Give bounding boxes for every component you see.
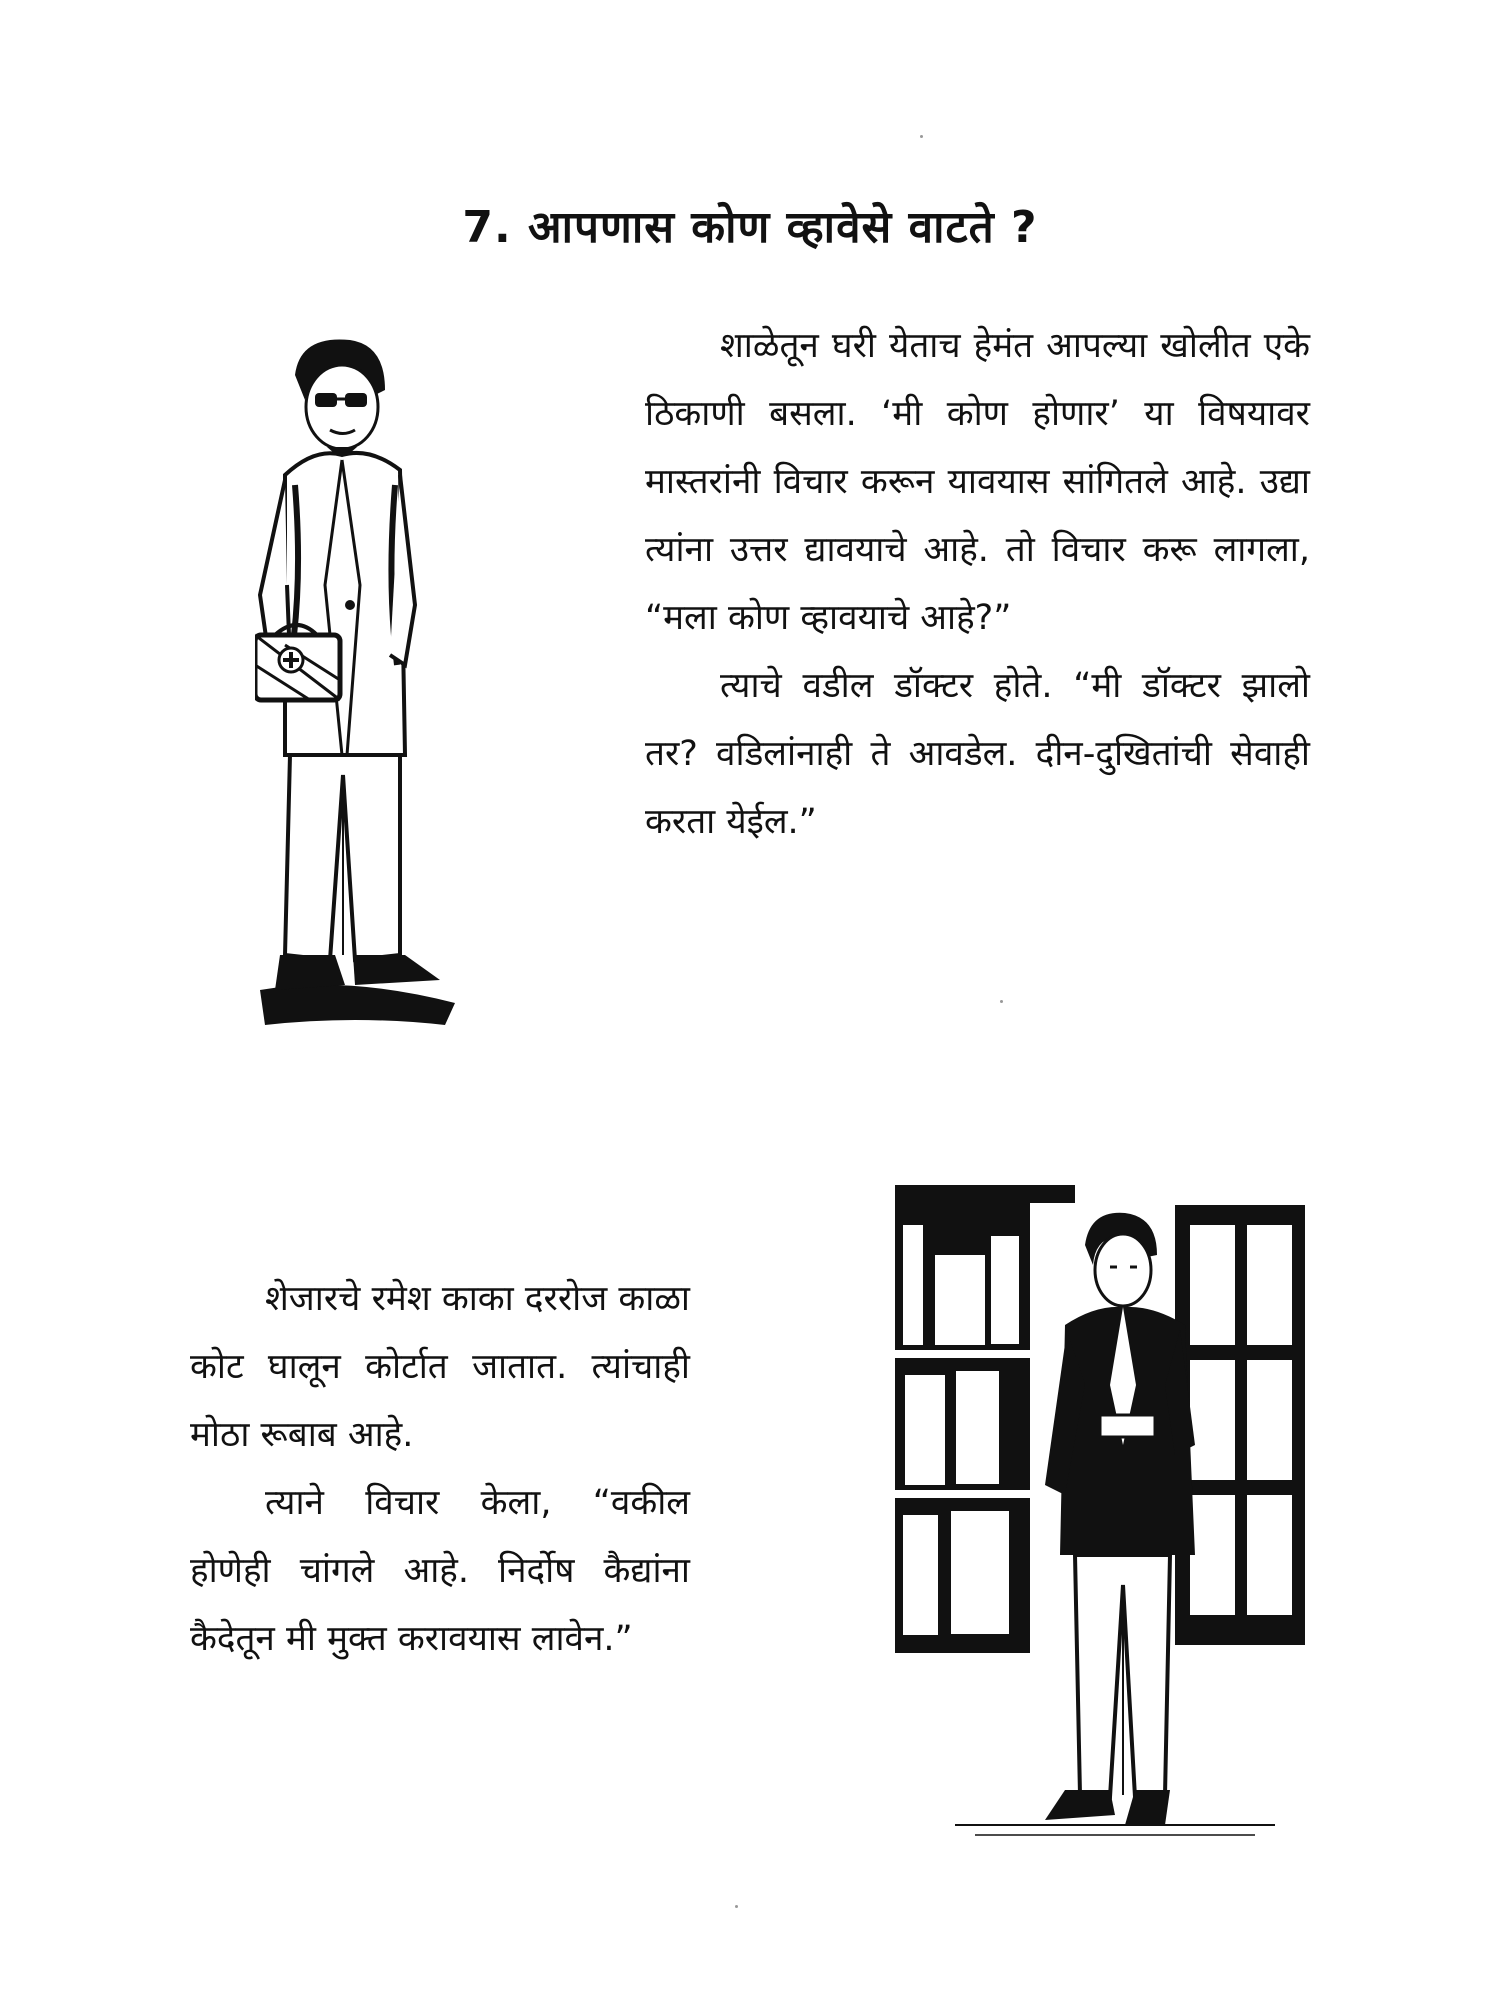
story-section-lawyer bbox=[190, 1265, 690, 1673]
lawyer-illustration bbox=[895, 1185, 1305, 1845]
scan-speck bbox=[1000, 1000, 1003, 1003]
paragraph: त्याने विचार केला, “वकील होणेही चांगले आहे. निर्दोष कैद्यांना कैदेतून मी मुक्त करावयास लावेन.” bbox=[190, 1483, 690, 1659]
lawyer-with-bookshelf-icon bbox=[895, 1185, 1305, 1845]
doctor-illustration bbox=[255, 335, 515, 1035]
paragraph: शेजारचे रमेश काका दररोज काळा कोट घालून कोर्टात जातात. त्यांचाही मोठा रूबाब आहे. bbox=[190, 1279, 690, 1455]
paragraph: त्याचे वडील डॉक्टर होते. “मी डॉक्टर झालो तर? वडिलांनाही ते आवडेल. दीन-दुखितांची सेवाही करता येईल.” bbox=[645, 666, 1310, 842]
paragraph: शाळेतून घरी येताच हेमंत आपल्या खोलीत एके ठिकाणी बसला. ‘मी कोण होणार’ या विषयावर मास्तरांनी विचार करून यावयास सांगितले आहे. उद्या त्यांना उत्तर द्यावयाचे आहे. तो विचार करू लागला, “मला कोण व्हावयाचे आहे?” bbox=[645, 326, 1310, 638]
scan-speck bbox=[735, 1905, 738, 1908]
scan-speck bbox=[920, 135, 923, 138]
story-section-doctor bbox=[645, 312, 1310, 856]
page-title: 7. आपणास कोण व्हावेसे वाटते ? bbox=[462, 202, 1038, 253]
doctor-with-bag-icon bbox=[255, 335, 515, 1035]
